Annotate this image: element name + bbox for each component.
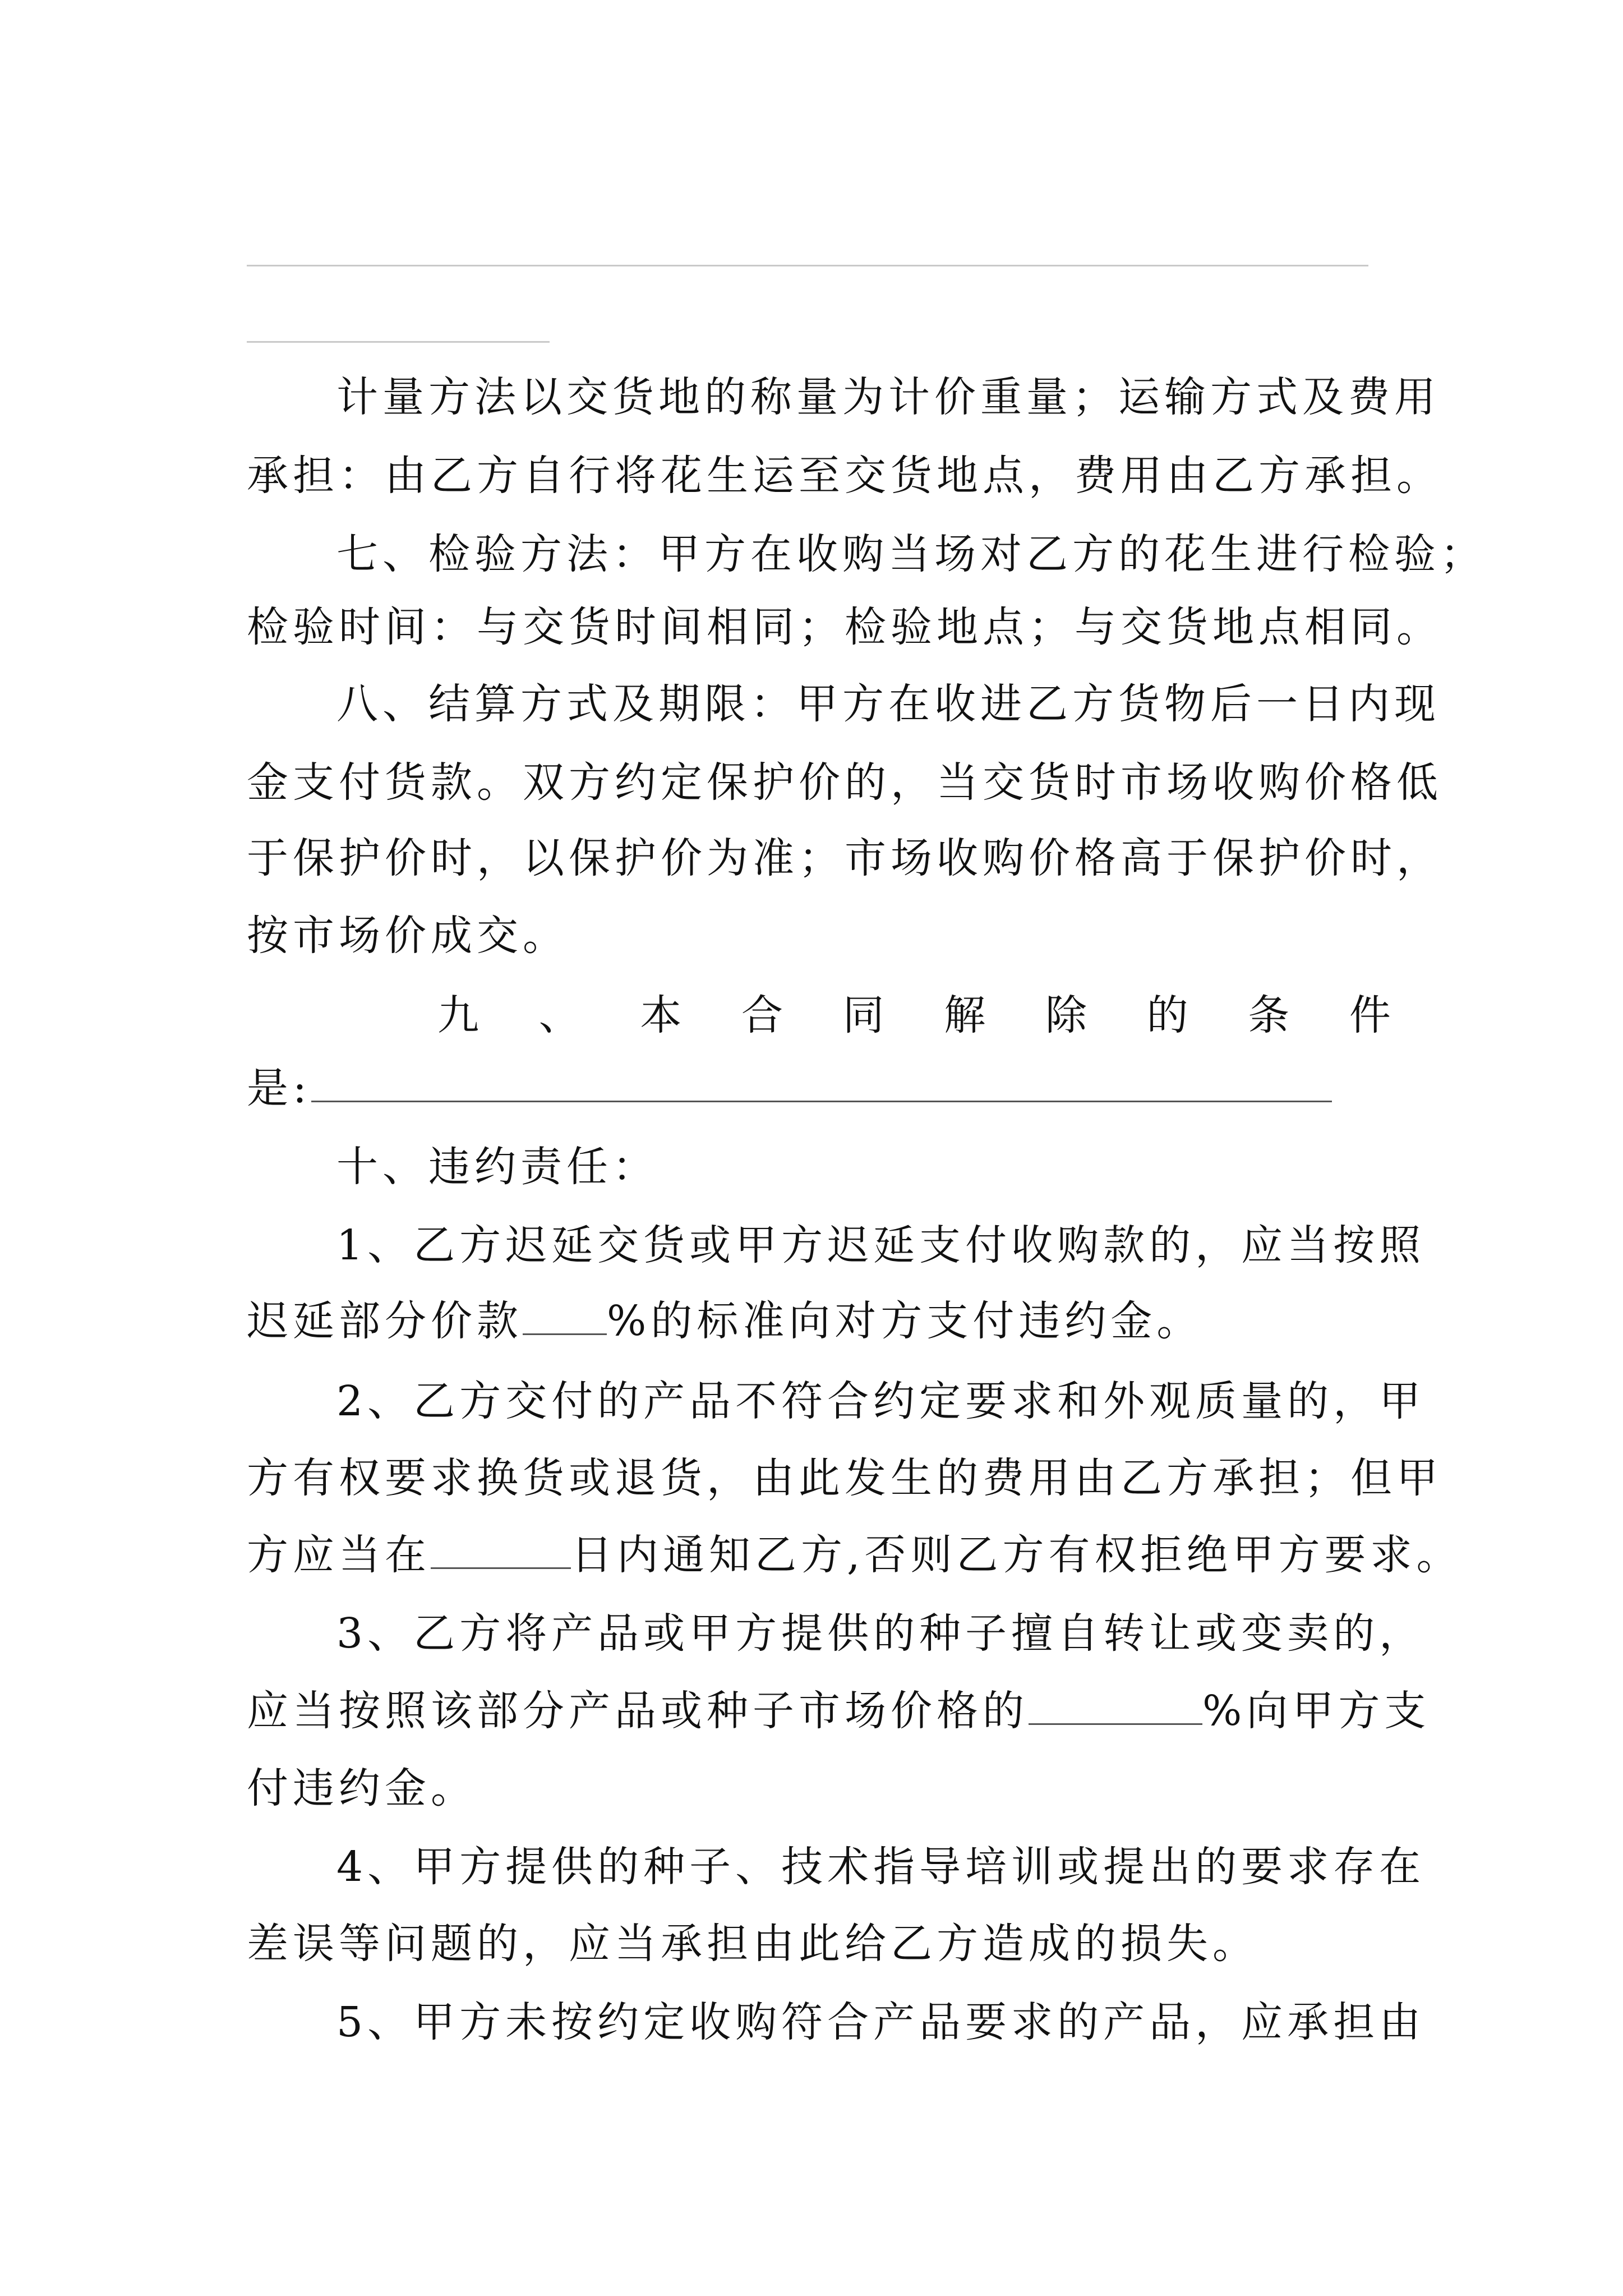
char: 九 <box>437 991 479 1039</box>
text-fragment: 方应当在 <box>247 1531 431 1579</box>
top-blank-rule-short <box>247 341 550 343</box>
text-line: 3、乙方将产品或甲方提供的种子擅自转让或变卖的， <box>336 1609 1426 1658</box>
fill-in-blank <box>431 1528 571 1569</box>
text-fragment: 日内通知乙方,否则乙方有权拒绝甲方要求。 <box>571 1531 1463 1579</box>
text-line <box>247 1293 1413 1349</box>
text-fragment: 是: <box>247 1064 311 1112</box>
text-line: 七、检验方法：甲方在收购当场对乙方的花生进行检验； <box>336 530 1486 578</box>
text-fragment: %的标准向对方支付违约金。 <box>607 1297 1203 1345</box>
text-line: 按市场价成交。 <box>247 912 569 960</box>
text-line: 1、乙方迟延交货或甲方迟延支付收购款的，应当按照 <box>336 1221 1426 1269</box>
clause-9-line <box>247 1060 1413 1116</box>
text-line: 十、违约责任： <box>336 1143 658 1191</box>
text-fragment: 应当按照该部分产品或种子市场价格的 <box>247 1687 1029 1735</box>
text-line: 4、甲方提供的种子、技术指导培训或提出的要求存在 <box>336 1843 1426 1891</box>
text-line: 2、乙方交付的产品不符合约定要求和外观质量的，甲 <box>336 1377 1426 1425</box>
text-line: 5、甲方未按约定收购符合产品要求的产品，应承担由 <box>336 1998 1426 2046</box>
char: 本 <box>640 991 682 1039</box>
top-blank-rule <box>247 265 1368 266</box>
text-line: 承担：由乙方自行将花生运至交货地点，费用由乙方承担。 <box>247 452 1442 500</box>
text-line: 检验时间：与交货时间相同；检验地点；与交货地点相同。 <box>247 603 1442 651</box>
text-fragment: 迟延部分价款 <box>247 1297 523 1345</box>
text-line: 于保护价时，以保护价为准；市场收购价格高于保护价时， <box>247 834 1442 882</box>
text-line <box>247 1683 1431 1739</box>
text-line: 金支付货款。双方约定保护价的，当交货时市场收购价格低 <box>247 758 1442 807</box>
char: 的 <box>1146 991 1188 1039</box>
char: 件 <box>1349 991 1391 1039</box>
text-line: 计量方法以交货地的称量为计价重量；运输方式及费用 <box>336 373 1440 421</box>
char: 除 <box>1045 991 1087 1039</box>
fill-in-blank <box>311 1061 1332 1102</box>
text-fragment: %向甲方支 <box>1202 1687 1431 1735</box>
fill-in-blank <box>1029 1684 1202 1725</box>
fill-in-blank <box>523 1294 607 1335</box>
char: 解 <box>944 991 986 1039</box>
char: 、 <box>538 991 580 1039</box>
clause-9-heading <box>437 987 1391 1043</box>
text-line <box>247 1527 1463 1583</box>
text-line: 付违约金。 <box>247 1764 477 1812</box>
text-line: 方有权要求换货或退货，由此发生的费用由乙方承担；但甲 <box>247 1454 1442 1502</box>
char: 同 <box>842 991 884 1039</box>
char: 条 <box>1248 991 1290 1039</box>
text-line: 差误等问题的，应当承担由此给乙方造成的损失。 <box>247 1920 1258 1968</box>
char: 合 <box>741 991 783 1039</box>
text-line: 八、结算方式及期限：甲方在收进乙方货物后一日内现 <box>336 680 1440 728</box>
